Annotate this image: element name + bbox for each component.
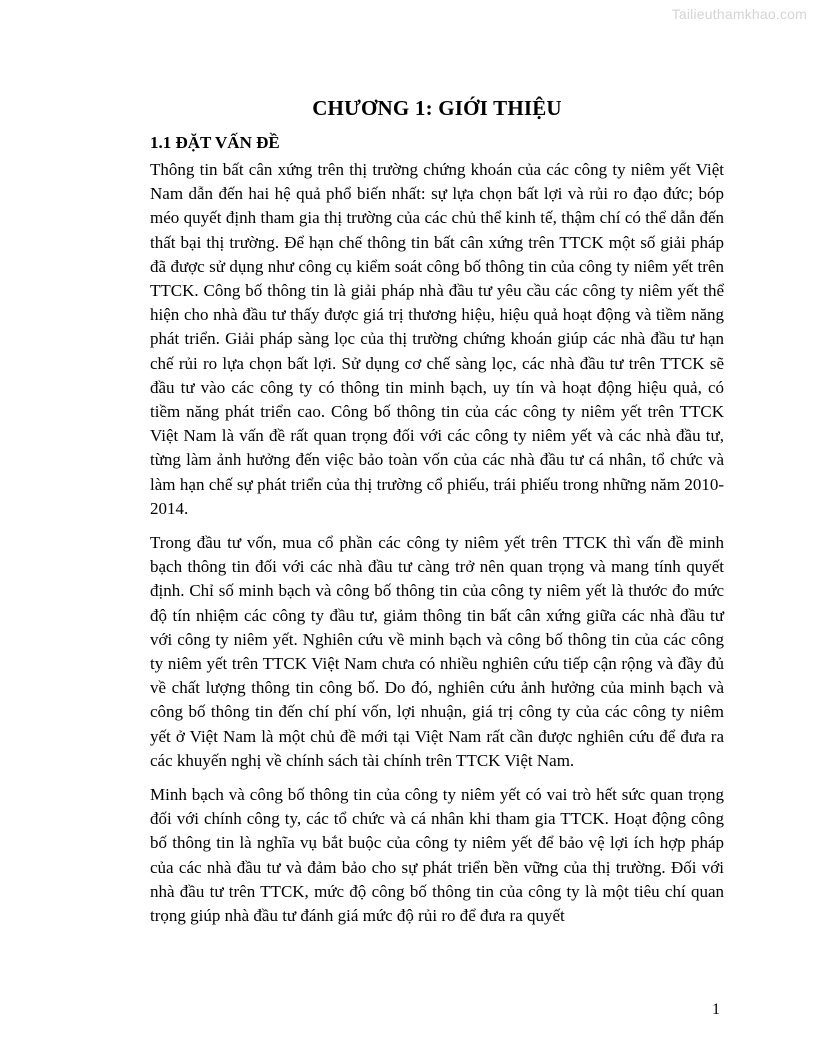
paragraph-1: Thông tin bất cân xứng trên thị trường chứng khoán của các công ty niêm yết Việt Nam dẫn đến hai hệ quả phổ biến nhất: sự lựa chọn bất lợi và rủi ro đạo đức; bóp méo quyết định tham gia thị trường của các chủ thể kinh tế, thậm chí có thể dẫn đến thất bại thị trường. Để hạn chế thông tin bất cân xứng trên TTCK một số giải pháp đã được sử dụng như công cụ kiểm soát công bố thông tin của công ty niêm yết trên TTCK. Công bố thông tin là giải pháp nhà đầu tư yêu cầu các công ty niêm yết thể hiện cho nhà đầu tư thấy được giá trị thương hiệu, hiệu quả hoạt động và tiềm năng phát triển. Giải pháp sàng lọc của thị trường chứng khoán giúp các nhà đầu tư hạn chế rủi ro lựa chọn bất lợi. Sử dụng cơ chế sàng lọc, các nhà đầu tư trên TTCK sẽ đầu tư vào các công ty có thông tin minh bạch, uy tín và hoạt động hiệu quả, có tiềm năng phát triển cao. Công bố thông tin của các công ty niêm yết trên TTCK Việt Nam là vấn đề rất quan trọng đối với các công ty niêm yết và các nhà đầu tư, từng làm ảnh hưởng đến việc bảo toàn vốn của các nhà đầu tư cá nhân, tổ chức và làm hạn chế sự phát triển của thị trường cổ phiếu, trái phiếu trong những năm 2010-2014. — [150, 160, 724, 518]
paragraph-3: Minh bạch và công bố thông tin của công ty niêm yết có vai trò hết sức quan trọng đối với chính công ty, các tổ chức và cá nhân khi tham gia TTCK. Hoạt động công bố thông tin là nghĩa vụ bắt buộc của công ty niêm yết để bảo vệ lợi ích hợp pháp của các nhà đầu tư và đảm bảo cho sự phát triển bền vững của thị trường. Đối với nhà đầu tư trên TTCK, mức độ công bố thông tin của công ty là một tiêu chí quan trọng giúp nhà đầu tư đánh giá mức độ rủi ro để đưa ra quyết — [150, 785, 724, 926]
page-number: 1 — [712, 1001, 720, 1018]
paragraph-2: Trong đầu tư vốn, mua cổ phần các công ty niêm yết trên TTCK thì vấn đề minh bạch thông tin đối với các nhà đầu tư càng trở nên quan trọng và mang tính quyết định. Chỉ số minh bạch và công bố thông tin của công ty niêm yết là thước đo mức độ tín nhiệm các công ty đầu tư, giảm thông tin bất cân xứng giữa các nhà đầu tư với công ty niêm yết. Nghiên cứu về minh bạch và công bố thông tin của các công ty niêm yết trên TTCK Việt Nam chưa có nhiều nghiên cứu tiếp cận rộng và đầy đủ về chất lượng thông tin công bố. Do đó, nghiên cứu ảnh hưởng của minh bạch và công bố thông tin đến chí phí vốn, lợi nhuận, giá trị công ty của các công ty niêm yết ở Việt Nam là một chủ đề mới tại Việt Nam rất cần được nghiên cứu để đưa ra các khuyến nghị về chính sách tài chính trên TTCK Việt Nam. — [150, 533, 724, 770]
document-body — [150, 90, 724, 938]
chapter-title: CHƯƠNG 1: GIỚI THIỆU — [312, 96, 562, 120]
watermark: Tailieuthamkhao.com — [671, 6, 807, 22]
section-title: 1.1 ĐẶT VẤN ĐỀ — [150, 133, 280, 152]
